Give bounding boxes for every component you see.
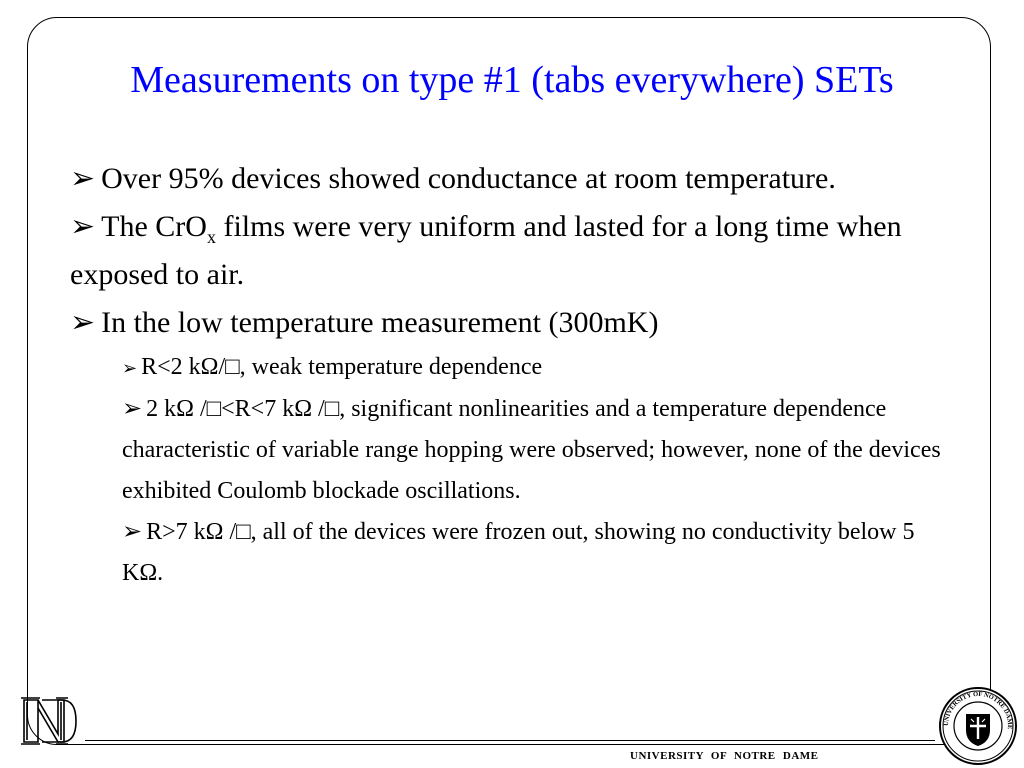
footer-university: UNIVERSITY OF NOTRE DAME — [630, 750, 819, 762]
bullet-3-text: In the low temperature measurement (300mK) — [101, 306, 659, 339]
seal-text: UNIVERSITY OF NOTRE DAME — [942, 690, 1014, 730]
sub-bullet-2 — [70, 389, 950, 512]
sub-bullet-2-text: 2 kΩ /□<R<7 kΩ /□, significant nonlinearities and a temperature dependence characteristic of variable range hopping were observed; however, none of the devices exhibited Coulomb blockade oscillations. — [122, 396, 941, 504]
university-seal-logo — [938, 686, 1018, 766]
sub-bullet-1-text: R<2 kΩ/□, weak temperature dependence — [141, 354, 543, 380]
bullet-1-text: Over 95% devices showed conductance at room temperature. — [101, 162, 836, 195]
arrow-bullet-icon: ➢ — [122, 358, 138, 378]
arrow-bullet-icon: ➢ — [70, 162, 96, 195]
bullet-2 — [70, 203, 950, 299]
nd-monogram-logo — [18, 690, 80, 752]
arrow-bullet-icon: ➢ — [122, 396, 143, 422]
sub-bullet-1 — [70, 347, 950, 389]
arrow-bullet-icon: ➢ — [70, 210, 96, 243]
bullet-3 — [70, 299, 950, 347]
sub-bullet-3-text: R>7 kΩ /□, all of the devices were frozen out, showing no conductivity below 5 KΩ. — [122, 519, 915, 586]
bullet-2-text-post: films were very uniform and lasted for a long time when exposed to air. — [70, 210, 902, 291]
arrow-bullet-icon: ➢ — [122, 519, 143, 545]
slide-title: Measurements on type #1 (tabs everywhere) SETs — [130, 59, 894, 101]
bullet-2-text-pre: The CrO — [101, 210, 207, 243]
sub-bullet-3 — [70, 512, 950, 594]
footer-rule — [85, 740, 935, 741]
bullet-1 — [70, 155, 950, 203]
slide-body — [70, 155, 950, 594]
arrow-bullet-icon: ➢ — [70, 306, 96, 339]
bullet-2-subscript: x — [206, 227, 216, 247]
